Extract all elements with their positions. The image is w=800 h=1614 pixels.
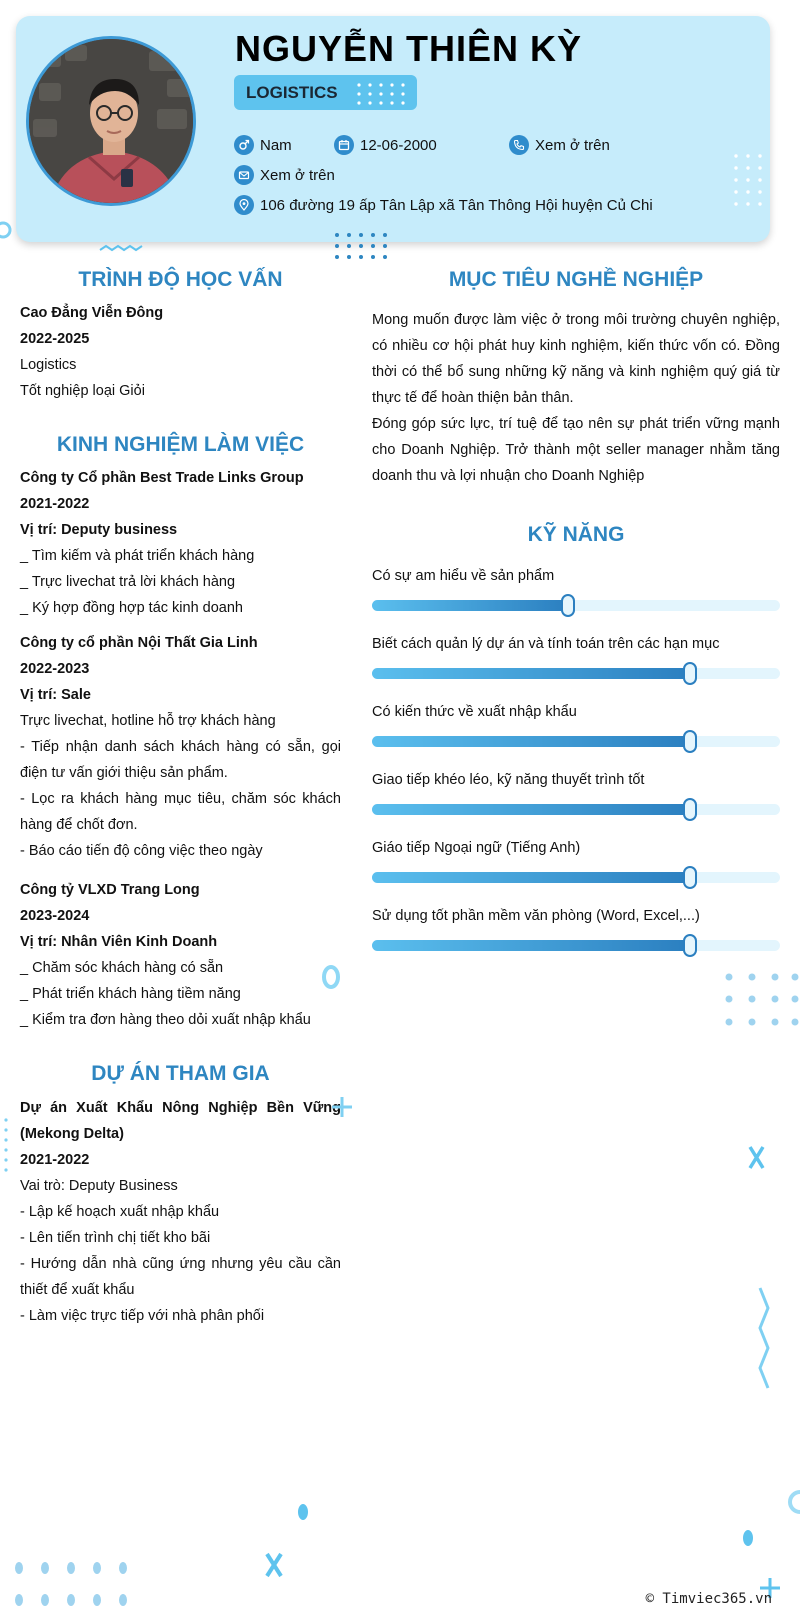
ring-decoration-icon <box>324 967 338 987</box>
job-title: LOGISTICS <box>246 83 338 102</box>
job-duty: - Tiếp nhận danh sách khách hàng có sẵn, gọi điện tư vấn giới thiệu sản phẩm. <box>20 739 341 781</box>
phone-icon <box>509 135 529 155</box>
project-years: 2021-2022 <box>20 1152 90 1168</box>
birthday-text: 12-06-2000 <box>360 136 437 154</box>
dots-decoration-icon <box>335 233 387 259</box>
job-company: Công tỷ VLXD Trang Long <box>20 882 200 898</box>
address-text: 106 đường 19 ấp Tân Lập xã Tân Thông Hội huyện Củ Chi <box>260 196 653 214</box>
job-years: 2021-2022 <box>20 496 90 512</box>
job-years: 2022-2023 <box>20 661 90 677</box>
objective-paragraph: Mong muốn được làm việc ở trong môi trường chuyên nghiệp, có nhiều cơ hội phát huy kinh nghiệm, kiến thức vốn có. Đồng thời có thể bổ sung những kỹ năng và kinh nghiệm quý giá từ thực tế để hoàn thiện bản thân. <box>372 312 780 406</box>
job-duty: _ Ký hợp đồng hợp tác kinh doanh <box>20 600 243 616</box>
info-gender <box>234 135 292 155</box>
education-major: Logistics <box>20 357 77 373</box>
cross-decoration-icon <box>267 1554 281 1576</box>
ring-decoration-icon <box>790 1492 800 1512</box>
oval-decoration-icon <box>298 1504 308 1520</box>
job-duty: _ Phát triển khách hàng tiềm năng <box>20 986 241 1002</box>
job-position: Vị trí: Nhân Viên Kinh Doanh <box>20 934 218 950</box>
project-task: - Lập kế hoạch xuất nhập khẩu <box>20 1204 220 1220</box>
gender-icon <box>234 135 254 155</box>
job-duty: _ Trực livechat trả lời khách hàng <box>20 574 236 590</box>
job-duty: Trực livechat, hotline hỗ trợ khách hàng <box>20 713 276 729</box>
job-position: Vị trí: Deputy business <box>20 522 178 538</box>
dots-decoration-icon <box>726 974 799 1026</box>
project-task: - Lên tiến trình chị tiết kho bãi <box>20 1230 211 1246</box>
education-title: TRÌNH ĐỘ HỌC VẤN <box>78 268 283 291</box>
dots-decoration-icon <box>15 1562 127 1606</box>
skill-label: Giáo tiếp Ngoại ngữ (Tiếng Anh) <box>372 840 581 856</box>
avatar <box>26 36 196 206</box>
job-title-badge <box>234 75 417 110</box>
skill-label: Có sự am hiểu về sản phẩm <box>372 568 555 584</box>
candidate-name: NGUYỄN THIÊN KỲ <box>235 28 583 69</box>
skill-label: Biết cách quản lý dự án và tính toán trên các hạn mục <box>372 636 720 652</box>
cross-decoration-icon <box>750 1147 763 1168</box>
ring-decoration-icon <box>0 223 10 237</box>
job-duty: _ Tìm kiếm và phát triển khách hàng <box>20 548 255 564</box>
skill-label: Giao tiếp khéo léo, kỹ năng thuyết trình tốt <box>372 772 645 788</box>
dots-decoration-icon <box>732 152 768 208</box>
dots-decoration-icon <box>4 1118 7 1171</box>
info-phone <box>509 135 610 155</box>
skills-title: KỸ NĂNG <box>527 523 625 546</box>
phone-text: Xem ở trên <box>535 136 610 154</box>
job-position: Vị trí: Sale <box>20 687 91 703</box>
education-years: 2022-2025 <box>20 331 90 347</box>
info-birthday <box>334 135 437 155</box>
experience-title: KINH NGHIỆM LÀM VIỆC <box>56 433 305 456</box>
plus-decoration-icon <box>332 1097 352 1117</box>
wave-decoration-icon <box>100 246 142 250</box>
job-duty: - Lọc ra khách hàng mục tiêu, chăm sóc khách hàng để chốt đơn. <box>20 791 341 833</box>
projects-title: DỰ ÁN THAM GIA <box>91 1062 270 1085</box>
oval-decoration-icon <box>743 1530 753 1546</box>
avatar-photo <box>29 39 196 206</box>
skill-label: Có kiến thức về xuất nhập khẩu <box>372 704 577 720</box>
education-result: Tốt nghiệp loại Giỏi <box>20 383 145 399</box>
project-name: Dự án Xuất Khẩu Nông Nghiệp Bền Vững (Mekong Delta) <box>20 1100 341 1142</box>
dots-decoration-icon <box>356 81 412 105</box>
objective-paragraph: Đóng góp sức lực, trí tuệ để tạo nên sự phát triển vững mạnh cho Doanh Nghiệp. Trở thành một seller manager nhằm tăng doanh thu và lợi nhuận cho Doanh Nghiệp <box>372 416 780 484</box>
email-text: Xem ở trên <box>260 166 335 184</box>
info-email <box>234 165 335 185</box>
calendar-icon <box>334 135 354 155</box>
project-role: Vai trò: Deputy Business <box>20 1178 178 1194</box>
job-duty: - Báo cáo tiến độ công việc theo ngày <box>20 843 263 859</box>
objective-title: MỤC TIÊU NGHỀ NGHIỆP <box>448 268 704 291</box>
skill-label: Sử dụng tốt phần mềm văn phòng (Word, Excel,...) <box>372 908 700 924</box>
job-duty: _ Kiểm tra đơn hàng theo dỏi xuất nhập khẩu <box>20 1012 311 1028</box>
job-company: Công ty Cổ phần Best Trade Links Group <box>20 470 304 486</box>
footer-credit: © Timviec365.vn <box>645 1591 772 1607</box>
job-years: 2023-2024 <box>20 908 90 924</box>
job-company: Công ty cổ phần Nội Thất Gia Linh <box>20 635 258 651</box>
project-task: - Làm việc trực tiếp với nhà phân phối <box>20 1308 265 1324</box>
mail-icon <box>234 165 254 185</box>
job-duty: _ Chăm sóc khách hàng có sẵn <box>20 960 224 976</box>
gender-text: Nam <box>260 136 292 154</box>
education-school: Cao Đẳng Viễn Đông <box>20 305 164 321</box>
project-task: - Hướng dẫn nhà cũng ứng nhưng yêu cầu cần thiết để xuất khẩu <box>20 1256 341 1298</box>
background-decorations <box>0 210 800 1614</box>
zigzag-decoration-icon <box>760 1288 768 1388</box>
